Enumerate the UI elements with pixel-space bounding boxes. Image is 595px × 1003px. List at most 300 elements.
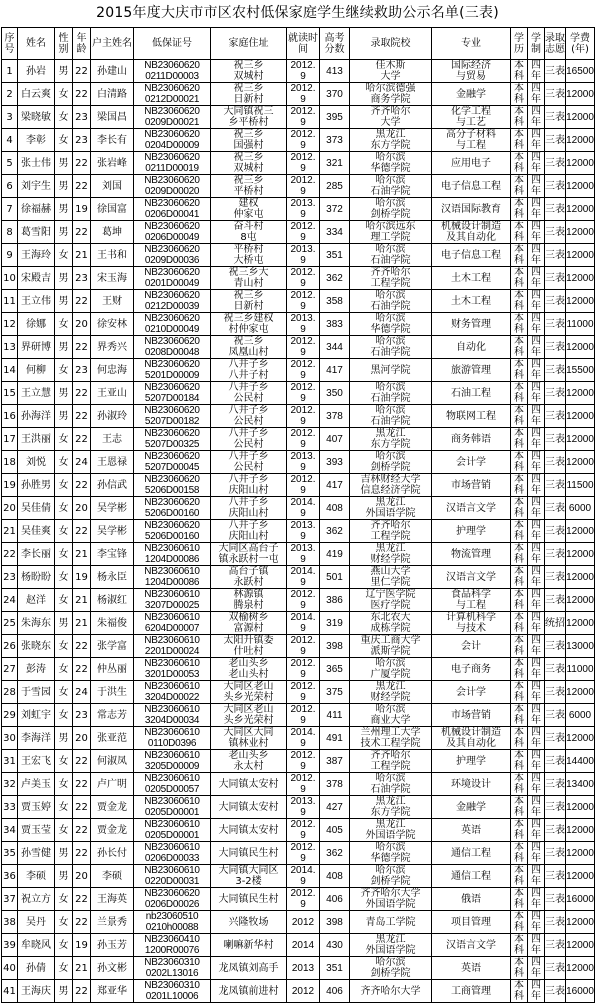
- table-row: [2, 888, 595, 911]
- table-row: [2, 106, 595, 129]
- admission-choice-cell: 三表: [545, 865, 566, 888]
- tuition-cell: 11000: [566, 313, 595, 336]
- householder-cell: 李长有: [91, 129, 134, 152]
- gender-cell: 女: [55, 888, 73, 911]
- seq-cell: 31: [2, 750, 18, 773]
- school-cell: 哈尔滨 石油学院: [350, 290, 432, 313]
- tuition-cell: 12000: [566, 382, 595, 405]
- address-cell: 大同区高台子 镇永跃村一屯: [211, 543, 287, 566]
- address-cell: 八井子乡 公民村: [211, 428, 287, 451]
- degree-cell: 本科: [511, 750, 528, 773]
- degree-cell: 本科: [511, 497, 528, 520]
- tuition-cell: 12000: [566, 198, 595, 221]
- gender-cell: 女: [55, 796, 73, 819]
- tuition-cell: 14400: [566, 750, 595, 773]
- table-row: [2, 796, 595, 819]
- major-cell: 金融学: [432, 796, 511, 819]
- subsidy-id-cell: NB23060620 0209D00020: [134, 175, 211, 198]
- table-row: [2, 152, 595, 175]
- school-cell: 齐齐哈尔 工程学院: [350, 750, 432, 773]
- subsidy-id-cell: NB23060620 0209D00036: [134, 244, 211, 267]
- header-degree: 学历: [511, 28, 528, 60]
- gender-cell: 男: [55, 60, 73, 83]
- exam-score-cell: 398: [320, 635, 350, 658]
- table-row: [2, 543, 595, 566]
- seq-cell: 4: [2, 129, 18, 152]
- table-row: [2, 842, 595, 865]
- school-cell: 齐齐哈尔 工程学院: [350, 267, 432, 290]
- name-cell: 王立慧: [18, 382, 55, 405]
- degree-cell: 本科: [511, 290, 528, 313]
- exam-score-cell: 321: [320, 152, 350, 175]
- seq-cell: 26: [2, 635, 18, 658]
- name-cell: 刘虹宇: [18, 704, 55, 727]
- address-cell: 大同镇民生村: [211, 888, 287, 911]
- tuition-cell: 12000: [566, 83, 595, 106]
- tuition-cell: 16500: [566, 60, 595, 83]
- school-cell: 燕山大学 里仁学院: [350, 566, 432, 589]
- gender-cell: 女: [55, 704, 73, 727]
- age-cell: 21: [73, 543, 91, 566]
- seq-cell: 40: [2, 957, 18, 980]
- gender-cell: 女: [55, 819, 73, 842]
- enroll-date-cell: 2014. 9: [287, 865, 320, 888]
- name-cell: 孙海洋: [18, 405, 55, 428]
- name-cell: 卢美玉: [18, 773, 55, 796]
- school-cell: 哈尔滨 广厦学院: [350, 658, 432, 681]
- address-cell: 大同镇太安村: [211, 819, 287, 842]
- major-cell: 工商管理: [432, 980, 511, 1003]
- name-cell: 孙胜男: [18, 474, 55, 497]
- seq-cell: 6: [2, 175, 18, 198]
- table-row: [2, 405, 595, 428]
- major-cell: 机械设计制造 及其自动化: [432, 727, 511, 750]
- degree-cell: 本科: [511, 612, 528, 635]
- duration-cell: 四年: [528, 635, 545, 658]
- degree-cell: 本科: [511, 934, 528, 957]
- seq-cell: 15: [2, 382, 18, 405]
- address-cell: 八井子乡 八井子村: [211, 359, 287, 382]
- table-row: [2, 865, 595, 888]
- gender-cell: 女: [55, 681, 73, 704]
- duration-cell: 四年: [528, 336, 545, 359]
- duration-cell: 四年: [528, 888, 545, 911]
- age-cell: 23: [73, 704, 91, 727]
- name-cell: 吴佳倩: [18, 497, 55, 520]
- admission-choice-cell: 三表: [545, 198, 566, 221]
- name-cell: 杨盼盼: [18, 566, 55, 589]
- householder-cell: 界秀兴: [91, 336, 134, 359]
- age-cell: 22: [73, 842, 91, 865]
- name-cell: 王洪丽: [18, 428, 55, 451]
- householder-cell: 刘国: [91, 175, 134, 198]
- admission-choice-cell: 三表: [545, 290, 566, 313]
- degree-cell: 本科: [511, 451, 528, 474]
- seq-cell: 41: [2, 980, 18, 1003]
- degree-cell: 本科: [511, 336, 528, 359]
- exam-score-cell: 334: [320, 221, 350, 244]
- householder-cell: 宋玉海: [91, 267, 134, 290]
- exam-score-cell: 417: [320, 359, 350, 382]
- householder-cell: 张学富: [91, 635, 134, 658]
- name-cell: 吴佳爽: [18, 520, 55, 543]
- admission-choice-cell: 三表: [545, 152, 566, 175]
- householder-cell: 杨淑红: [91, 589, 134, 612]
- subsidy-id-cell: NB23060620 5207D00325: [134, 428, 211, 451]
- admission-choice-cell: 三表: [545, 635, 566, 658]
- householder-cell: 朱福俊: [91, 612, 134, 635]
- school-cell: 哈尔滨 石油学院: [350, 244, 432, 267]
- tuition-cell: 12000: [566, 267, 595, 290]
- enroll-date-cell: 2013. 9: [287, 313, 320, 336]
- seq-cell: 21: [2, 520, 18, 543]
- major-cell: 会计学: [432, 681, 511, 704]
- exam-score-cell: 395: [320, 106, 350, 129]
- exam-score-cell: 350: [320, 382, 350, 405]
- address-cell: 大同镇民生村: [211, 842, 287, 865]
- gender-cell: 女: [55, 451, 73, 474]
- tuition-cell: 12000: [566, 152, 595, 175]
- exam-score-cell: 491: [320, 727, 350, 750]
- header-admission-choice: 录取志愿: [545, 28, 566, 60]
- enroll-date-cell: 2012. 9: [287, 704, 320, 727]
- address-cell: 大同区大同 镇林业村: [211, 727, 287, 750]
- degree-cell: 本科: [511, 911, 528, 934]
- address-cell: 老山头乡 永太村: [211, 750, 287, 773]
- tuition-cell: 12000: [566, 244, 595, 267]
- admission-choice-cell: 三表: [545, 267, 566, 290]
- exam-score-cell: 406: [320, 980, 350, 1003]
- tuition-cell: 12000: [566, 612, 595, 635]
- seq-cell: 10: [2, 267, 18, 290]
- address-cell: 林源镇 腾泉村: [211, 589, 287, 612]
- enroll-date-cell: 2012: [287, 911, 320, 934]
- age-cell: 22: [73, 83, 91, 106]
- table-row: [2, 819, 595, 842]
- admission-choice-cell: 三表: [545, 382, 566, 405]
- admission-choice-cell: 三表: [545, 60, 566, 83]
- school-cell: 佳木斯 大学: [350, 60, 432, 83]
- householder-cell: 张岩峰: [91, 152, 134, 175]
- duration-cell: 四年: [528, 819, 545, 842]
- header-gender: 性别: [55, 28, 73, 60]
- duration-cell: 四年: [528, 796, 545, 819]
- major-cell: 通信工程: [432, 842, 511, 865]
- exam-score-cell: 378: [320, 773, 350, 796]
- table-row: [2, 290, 595, 313]
- exam-score-cell: 393: [320, 451, 350, 474]
- subsidy-id-cell: NB23060620 0212D00021: [134, 83, 211, 106]
- table-row: [2, 773, 595, 796]
- subsidy-id-cell: NB23060620 5206D00158: [134, 474, 211, 497]
- age-cell: 22: [73, 819, 91, 842]
- address-cell: 建权 仲家屯: [211, 198, 287, 221]
- degree-cell: 本科: [511, 658, 528, 681]
- duration-cell: 四年: [528, 359, 545, 382]
- degree-cell: 本科: [511, 980, 528, 1003]
- enroll-date-cell: 2012. 9: [287, 658, 320, 681]
- table-row: [2, 60, 595, 83]
- address-cell: 祝三乡 双城村: [211, 152, 287, 175]
- duration-cell: 四年: [528, 773, 545, 796]
- householder-cell: 杨永臣: [91, 566, 134, 589]
- householder-cell: 孙淑玲: [91, 405, 134, 428]
- subsidy-id-cell: NB23060610 3204D00022: [134, 681, 211, 704]
- tuition-cell: 12000: [566, 520, 595, 543]
- duration-cell: 四年: [528, 865, 545, 888]
- header-name: 姓名: [18, 28, 55, 60]
- duration-cell: 四年: [528, 267, 545, 290]
- householder-cell: 张亚范: [91, 727, 134, 750]
- degree-cell: 本科: [511, 589, 528, 612]
- duration-cell: 四年: [528, 129, 545, 152]
- tuition-cell: 12000: [566, 727, 595, 750]
- age-cell: 22: [73, 520, 91, 543]
- address-cell: 老山头乡 老山头村: [211, 658, 287, 681]
- exam-score-cell: 373: [320, 129, 350, 152]
- tuition-cell: 11000: [566, 658, 595, 681]
- table-row: [2, 175, 595, 198]
- degree-cell: 本科: [511, 635, 528, 658]
- address-cell: 龙凤镇刘高手: [211, 957, 287, 980]
- table-row: [2, 313, 595, 336]
- admission-choice-cell: 三表: [545, 497, 566, 520]
- subsidy-id-cell: NB23060620 0211D00003: [134, 60, 211, 83]
- name-cell: 刘宇生: [18, 175, 55, 198]
- exam-score-cell: 370: [320, 83, 350, 106]
- gender-cell: 男: [55, 152, 73, 175]
- table-row: [2, 267, 595, 290]
- address-cell: 高台子镇 永跃村: [211, 566, 287, 589]
- exam-score-cell: 362: [320, 520, 350, 543]
- tuition-cell: 12000: [566, 842, 595, 865]
- major-cell: 土木工程: [432, 290, 511, 313]
- table-row: [2, 727, 595, 750]
- age-cell: 24: [73, 451, 91, 474]
- header-age: 年龄: [73, 28, 91, 60]
- table-row: [2, 83, 595, 106]
- admission-choice-cell: 三表: [545, 957, 566, 980]
- householder-cell: 王亚山: [91, 382, 134, 405]
- exam-score-cell: 417: [320, 474, 350, 497]
- admission-choice-cell: 三表: [545, 727, 566, 750]
- major-cell: 通信工程: [432, 865, 511, 888]
- header-school: 录取院校: [350, 28, 432, 60]
- seq-cell: 14: [2, 359, 18, 382]
- name-cell: 贾玉婷: [18, 796, 55, 819]
- enroll-date-cell: 2012. 9: [287, 773, 320, 796]
- tuition-cell: 12000: [566, 451, 595, 474]
- enroll-date-cell: 2012. 9: [287, 842, 320, 865]
- degree-cell: 本科: [511, 60, 528, 83]
- admission-choice-cell: 三表: [545, 451, 566, 474]
- school-cell: 黑龙江 外国语学院: [350, 934, 432, 957]
- householder-cell: 王书和: [91, 244, 134, 267]
- school-cell: 齐齐哈尔大学 外国语学院: [350, 888, 432, 911]
- address-cell: 八井子乡 公民村: [211, 382, 287, 405]
- table-row: [2, 451, 595, 474]
- major-cell: 项目管理: [432, 911, 511, 934]
- householder-cell: 仲丛丽: [91, 658, 134, 681]
- admission-choice-cell: 三表: [545, 842, 566, 865]
- householder-cell: 徐国富: [91, 198, 134, 221]
- major-cell: 护理学: [432, 750, 511, 773]
- name-cell: 吴丹: [18, 911, 55, 934]
- exam-score-cell: 285: [320, 175, 350, 198]
- duration-cell: 四年: [528, 612, 545, 635]
- seq-cell: 7: [2, 198, 18, 221]
- major-cell: 市场营销: [432, 474, 511, 497]
- subsidy-id-cell: NB23060310 0202L13016: [134, 957, 211, 980]
- gender-cell: 女: [55, 244, 73, 267]
- school-cell: 哈尔滨 剑桥学院: [350, 865, 432, 888]
- name-cell: 孙倩: [18, 957, 55, 980]
- school-cell: 哈尔滨 剑桥学院: [350, 198, 432, 221]
- name-cell: 彭涛: [18, 658, 55, 681]
- major-cell: 汉语国际教育: [432, 198, 511, 221]
- subsidy-id-cell: NB23060620 5201D00009: [134, 359, 211, 382]
- subsidy-id-cell: NB23060610 0205D00001: [134, 796, 211, 819]
- school-cell: 齐齐哈尔 工程学院: [350, 520, 432, 543]
- table-row: [2, 244, 595, 267]
- exam-score-cell: 351: [320, 244, 350, 267]
- degree-cell: 本科: [511, 221, 528, 244]
- address-cell: 祝三乡 凤凰山村: [211, 336, 287, 359]
- age-cell: 20: [73, 865, 91, 888]
- enroll-date-cell: 2012. 9: [287, 681, 320, 704]
- header-householder: 户主姓名: [91, 28, 134, 60]
- subsidy-id-cell: NB23060620 5206D00160: [134, 497, 211, 520]
- address-cell: 太阳升镇委 什吐村: [211, 635, 287, 658]
- age-cell: 19: [73, 566, 91, 589]
- name-cell: 孙岩: [18, 60, 55, 83]
- age-cell: 19: [73, 934, 91, 957]
- subsidy-id-cell: NB23060620 0206D00041: [134, 198, 211, 221]
- page-title: 2015年度大庆市市区农村低保家庭学生继续救助公示名单(三表): [96, 5, 499, 21]
- enroll-date-cell: 2012. 9: [287, 106, 320, 129]
- tuition-cell: 12000: [566, 566, 595, 589]
- enroll-date-cell: 2014. 9: [287, 566, 320, 589]
- seq-cell: 24: [2, 589, 18, 612]
- duration-cell: 四年: [528, 474, 545, 497]
- seq-cell: 36: [2, 865, 18, 888]
- enroll-date-cell: 2012. 9: [287, 83, 320, 106]
- degree-cell: 本科: [511, 175, 528, 198]
- duration-cell: 四年: [528, 83, 545, 106]
- enroll-date-cell: 2012. 9: [287, 888, 320, 911]
- householder-cell: 卢广明: [91, 773, 134, 796]
- duration-cell: 四年: [528, 451, 545, 474]
- subsidy-id-cell: NB23060620 0206D00049: [134, 221, 211, 244]
- school-cell: 哈尔滨 石油学院: [350, 175, 432, 198]
- table-row: [2, 658, 595, 681]
- admission-choice-cell: 三表: [545, 359, 566, 382]
- enroll-date-cell: 2013. 9: [287, 543, 320, 566]
- subsidy-id-cell: NB23060610 0206D00033: [134, 842, 211, 865]
- gender-cell: 女: [55, 934, 73, 957]
- table-row: [2, 497, 595, 520]
- name-cell: 徐福赫: [18, 198, 55, 221]
- major-cell: 电子商务: [432, 658, 511, 681]
- householder-cell: 白清路: [91, 83, 134, 106]
- admission-choice-cell: 三表: [545, 83, 566, 106]
- householder-cell: 王财: [91, 290, 134, 313]
- subsidy-id-cell: NB23060610 1204D00086: [134, 543, 211, 566]
- seq-cell: 33: [2, 796, 18, 819]
- tuition-cell: 13400: [566, 773, 595, 796]
- school-cell: 黑龙江 东方学院: [350, 796, 432, 819]
- subsidy-id-cell: NB23060620 0206D00026: [134, 888, 211, 911]
- degree-cell: 本科: [511, 106, 528, 129]
- duration-cell: 四年: [528, 589, 545, 612]
- subsidy-id-cell: NB23060610 0205D00001: [134, 819, 211, 842]
- enroll-date-cell: 2013. 9: [287, 796, 320, 819]
- seq-cell: 34: [2, 819, 18, 842]
- degree-cell: 本科: [511, 152, 528, 175]
- enroll-date-cell: 2012. 9: [287, 405, 320, 428]
- degree-cell: 本科: [511, 129, 528, 152]
- exam-score-cell: 405: [320, 819, 350, 842]
- gender-cell: 女: [55, 658, 73, 681]
- school-cell: 辽宁医学院 医疗学院: [350, 589, 432, 612]
- tuition-cell: 12000: [566, 175, 595, 198]
- admission-choice-cell: 三表: [545, 428, 566, 451]
- name-cell: 刘悦: [18, 451, 55, 474]
- exam-score-cell: 383: [320, 313, 350, 336]
- address-cell: 龙凤镇前进村: [211, 980, 287, 1003]
- admission-choice-cell: 三表: [545, 980, 566, 1003]
- school-cell: 东北农大 成栋学院: [350, 612, 432, 635]
- degree-cell: 本科: [511, 359, 528, 382]
- householder-cell: 李硕: [91, 865, 134, 888]
- age-cell: 23: [73, 106, 91, 129]
- exam-score-cell: 362: [320, 842, 350, 865]
- address-cell: 大同镇太安村: [211, 796, 287, 819]
- admission-choice-cell: 三表: [545, 336, 566, 359]
- school-cell: 哈尔滨 石油学院: [350, 405, 432, 428]
- gender-cell: 女: [55, 497, 73, 520]
- address-cell: 大同镇祝三 乡平桥村: [211, 106, 287, 129]
- seq-cell: 38: [2, 911, 18, 934]
- enroll-date-cell: 2012. 9: [287, 221, 320, 244]
- table-row: [2, 589, 595, 612]
- major-cell: 财务管理: [432, 313, 511, 336]
- seq-cell: 19: [2, 474, 18, 497]
- major-cell: 会计学: [432, 451, 511, 474]
- subsidy-id-cell: NB23060610 3205D00009: [134, 750, 211, 773]
- age-cell: 21: [73, 957, 91, 980]
- degree-cell: 本科: [511, 313, 528, 336]
- name-cell: 张晓东: [18, 635, 55, 658]
- enroll-date-cell: 2014. 9: [287, 497, 320, 520]
- gender-cell: 女: [55, 589, 73, 612]
- householder-cell: 李宝锋: [91, 543, 134, 566]
- name-cell: 何柳: [18, 359, 55, 382]
- duration-cell: 四年: [528, 750, 545, 773]
- tuition-cell: 6000: [566, 497, 595, 520]
- duration-cell: 四年: [528, 934, 545, 957]
- tuition-cell: 12000: [566, 336, 595, 359]
- seq-cell: 29: [2, 704, 18, 727]
- school-cell: 黑龙江 外国语学院: [350, 819, 432, 842]
- tuition-cell: 16000: [566, 980, 595, 1003]
- duration-cell: 四年: [528, 566, 545, 589]
- admission-choice-cell: 三表: [545, 543, 566, 566]
- gender-cell: 男: [55, 727, 73, 750]
- exam-score-cell: 406: [320, 888, 350, 911]
- enroll-date-cell: 2012. 9: [287, 589, 320, 612]
- gender-cell: 男: [55, 382, 73, 405]
